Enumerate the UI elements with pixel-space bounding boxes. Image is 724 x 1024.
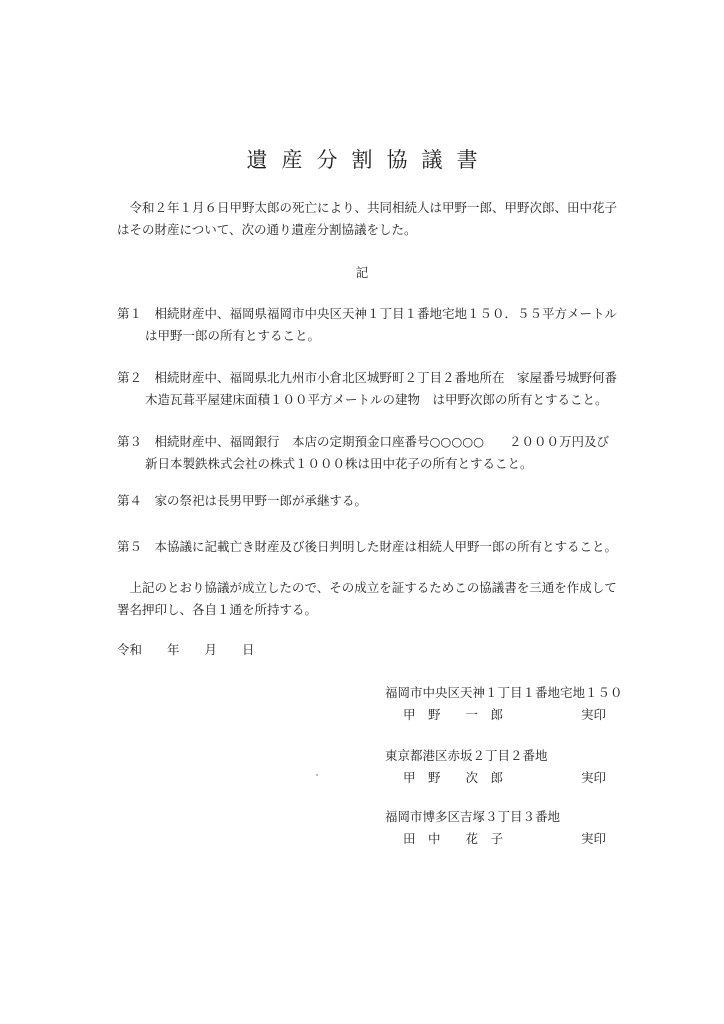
party-1 <box>385 682 625 726</box>
article-3-line-1: 第３ 相続財産中、福岡銀行 本店の定期預金口座番号○○○○○ ２０００万円及び <box>117 434 610 449</box>
party-1-seal: 実印 <box>581 707 607 722</box>
party-3-name: 田 中 花 子 <box>403 831 504 846</box>
party-3-signature-line <box>385 828 625 850</box>
party-1-signature-line <box>385 704 625 726</box>
article-4-line-1: 第４ 家の祭祀は長男甲野一郎が承継する。 <box>117 493 368 508</box>
party-2-seal: 実印 <box>581 770 607 785</box>
party-2-signature-line <box>385 767 625 789</box>
article-5 <box>117 536 627 558</box>
party-2 <box>385 745 625 789</box>
article-1-line-1: 第１ 相続財産中、福岡県福岡市中央区天神１丁目１番地宅地１５０．５５平方メートル <box>117 306 618 321</box>
article-2-line-1: 第２ 相続財産中、福岡県北九州市小倉北区城野町２丁目２番地所在 家屋番号城野何番 <box>117 370 618 385</box>
document-title: 遺産分割協議書 <box>246 148 492 172</box>
party-2-address: 東京都港区赤坂２丁目２番地 <box>385 748 548 763</box>
article-1-line-2: は甲野一郎の所有とすること。 <box>145 328 321 343</box>
closing-paragraph: 上記のとおり協議が成立したので、その成立を証するためこの協議書を三通を作成して 署名押印し、各自１通を所持する。 <box>117 580 617 617</box>
article-4 <box>117 490 627 512</box>
date-line: 令和 年 月 日 <box>117 642 255 657</box>
party-3-address: 福岡市博多区吉塚３丁目３番地 <box>385 809 561 824</box>
party-1-name: 甲 野 一 郎 <box>403 707 504 722</box>
party-2-name: 甲 野 次 郎 <box>403 770 504 785</box>
article-3 <box>117 431 627 475</box>
article-2-line-2: 木造瓦葺平屋建床面積１００平方メートルの建物 は甲野次郎の所有とすること。 <box>145 392 608 407</box>
article-5-line-1: 第５ 本協議に記載亡き財産及び後日判明した財産は相続人甲野一郎の所有とすること。 <box>117 539 618 554</box>
party-1-address: 福岡市中央区天神１丁目１番地宅地１５０ <box>385 685 623 700</box>
ki-heading: 記 <box>355 265 369 280</box>
article-2 <box>117 367 627 411</box>
article-3-line-2: 新日本製鉄株式会社の株式１０００株は田中花子の所有とすること。 <box>145 456 533 471</box>
scan-speck <box>316 774 318 776</box>
party-3-seal: 実印 <box>581 831 607 846</box>
intro-paragraph: 令和２年１月６日甲野太郎の死亡により、共同相続人は甲野一郎、甲野次郎、田中花子 はその財産について、次の通り遺産分割協議をした。 <box>117 200 618 237</box>
party-3 <box>385 806 625 850</box>
article-1 <box>117 303 627 347</box>
